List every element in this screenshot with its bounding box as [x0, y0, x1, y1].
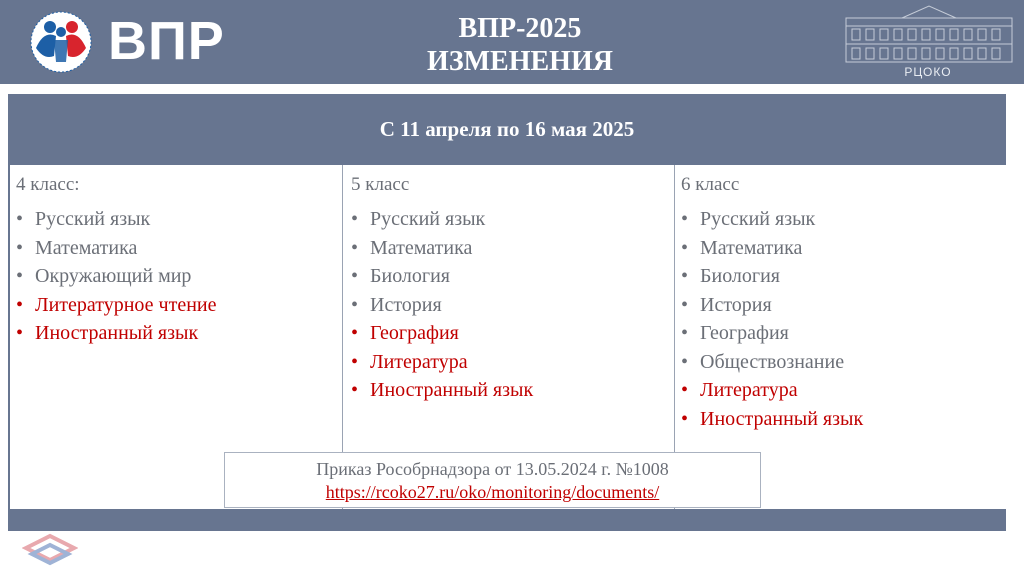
subject-name: Обществознание: [700, 350, 845, 373]
grade-6-subjects: [681, 205, 863, 433]
subject-item: [16, 234, 217, 263]
grade-4-subjects: [16, 205, 217, 348]
bullet-icon: •: [351, 208, 359, 230]
vpr-logo-text: ВПР: [108, 11, 225, 71]
subject-name: Математика: [370, 236, 473, 259]
title-line-2: ИЗМЕНЕНИЯ: [427, 46, 613, 77]
period-heading: С 11 апреля по 16 мая 2025: [379, 117, 635, 141]
bullet-icon: •: [351, 350, 359, 373]
bullet-icon: •: [681, 236, 689, 259]
subject-name: Биология: [700, 265, 781, 287]
building-icon: [842, 4, 1016, 66]
bullet-icon: •: [681, 350, 689, 373]
title-line-1: ВПР-2025: [458, 13, 582, 44]
bullet-icon: •: [351, 293, 359, 316]
subject-item: [681, 205, 863, 234]
subject-item: [351, 262, 533, 291]
subject-name: Русский язык: [700, 208, 816, 230]
bullet-icon: •: [681, 293, 689, 316]
order-text: Приказ Рособрнадзора от 13.05.2024 г. №1008: [316, 459, 669, 479]
subject-name: Биология: [370, 265, 451, 287]
bullet-icon: •: [16, 322, 24, 344]
bullet-icon: •: [351, 322, 359, 344]
vpr-logo-icon: [26, 10, 96, 74]
subject-item: [351, 348, 533, 377]
subject-item: [351, 234, 533, 263]
subject-item: [681, 234, 863, 263]
subject-name: Математика: [700, 236, 803, 259]
bullet-icon: •: [16, 236, 24, 259]
page-title: [360, 12, 680, 78]
subject-name: География: [700, 322, 789, 344]
rcoko-label: РЦОКО: [904, 65, 952, 79]
order-reference-box: [224, 452, 761, 508]
bullet-icon: •: [681, 379, 689, 401]
subject-item: [351, 376, 533, 405]
bullet-icon: •: [351, 236, 359, 259]
bullet-icon: •: [16, 265, 24, 287]
subject-item: [681, 348, 863, 377]
layers-logo-icon: [22, 528, 78, 568]
subject-item: [16, 319, 217, 348]
subject-name: Иностранный язык: [370, 379, 534, 401]
bullet-icon: •: [351, 265, 359, 287]
bullet-icon: •: [681, 407, 689, 430]
subject-name: Иностранный язык: [700, 407, 864, 430]
subject-name: Литературное чтение: [35, 293, 217, 316]
grade-5-subjects: [351, 205, 533, 405]
subject-item: [16, 291, 217, 320]
subject-item: [681, 262, 863, 291]
subject-item: [16, 262, 217, 291]
grade-6-heading: 6 класс: [681, 174, 740, 195]
subject-name: Русский язык: [370, 208, 486, 230]
header-bar: [0, 0, 1024, 84]
subject-item: [681, 376, 863, 405]
subject-name: Иностранный язык: [35, 322, 199, 344]
bullet-icon: •: [681, 265, 689, 287]
bullet-icon: •: [351, 379, 359, 401]
documents-link[interactable]: https://rcoko27.ru/oko/monitoring/documents/: [325, 482, 660, 502]
bullet-icon: •: [16, 208, 24, 230]
subject-item: [681, 319, 863, 348]
subject-name: Математика: [35, 236, 138, 259]
grade-5-heading: 5 класс: [351, 174, 410, 195]
subject-item: [351, 319, 533, 348]
bullet-icon: •: [16, 293, 24, 316]
subject-item: [681, 405, 863, 434]
bullet-icon: •: [681, 208, 689, 230]
subject-item: [351, 205, 533, 234]
subject-name: Русский язык: [35, 208, 151, 230]
grade-4-heading: 4 класс:: [16, 174, 80, 195]
subject-name: Литература: [370, 350, 468, 373]
subject-name: География: [370, 322, 459, 344]
subject-item: [681, 291, 863, 320]
bullet-icon: •: [681, 322, 689, 344]
subject-item: [16, 205, 217, 234]
subject-name: История: [700, 293, 772, 316]
subject-name: Окружающий мир: [35, 265, 192, 287]
subject-item: [351, 291, 533, 320]
subject-name: История: [370, 293, 442, 316]
subject-name: Литература: [700, 379, 798, 401]
